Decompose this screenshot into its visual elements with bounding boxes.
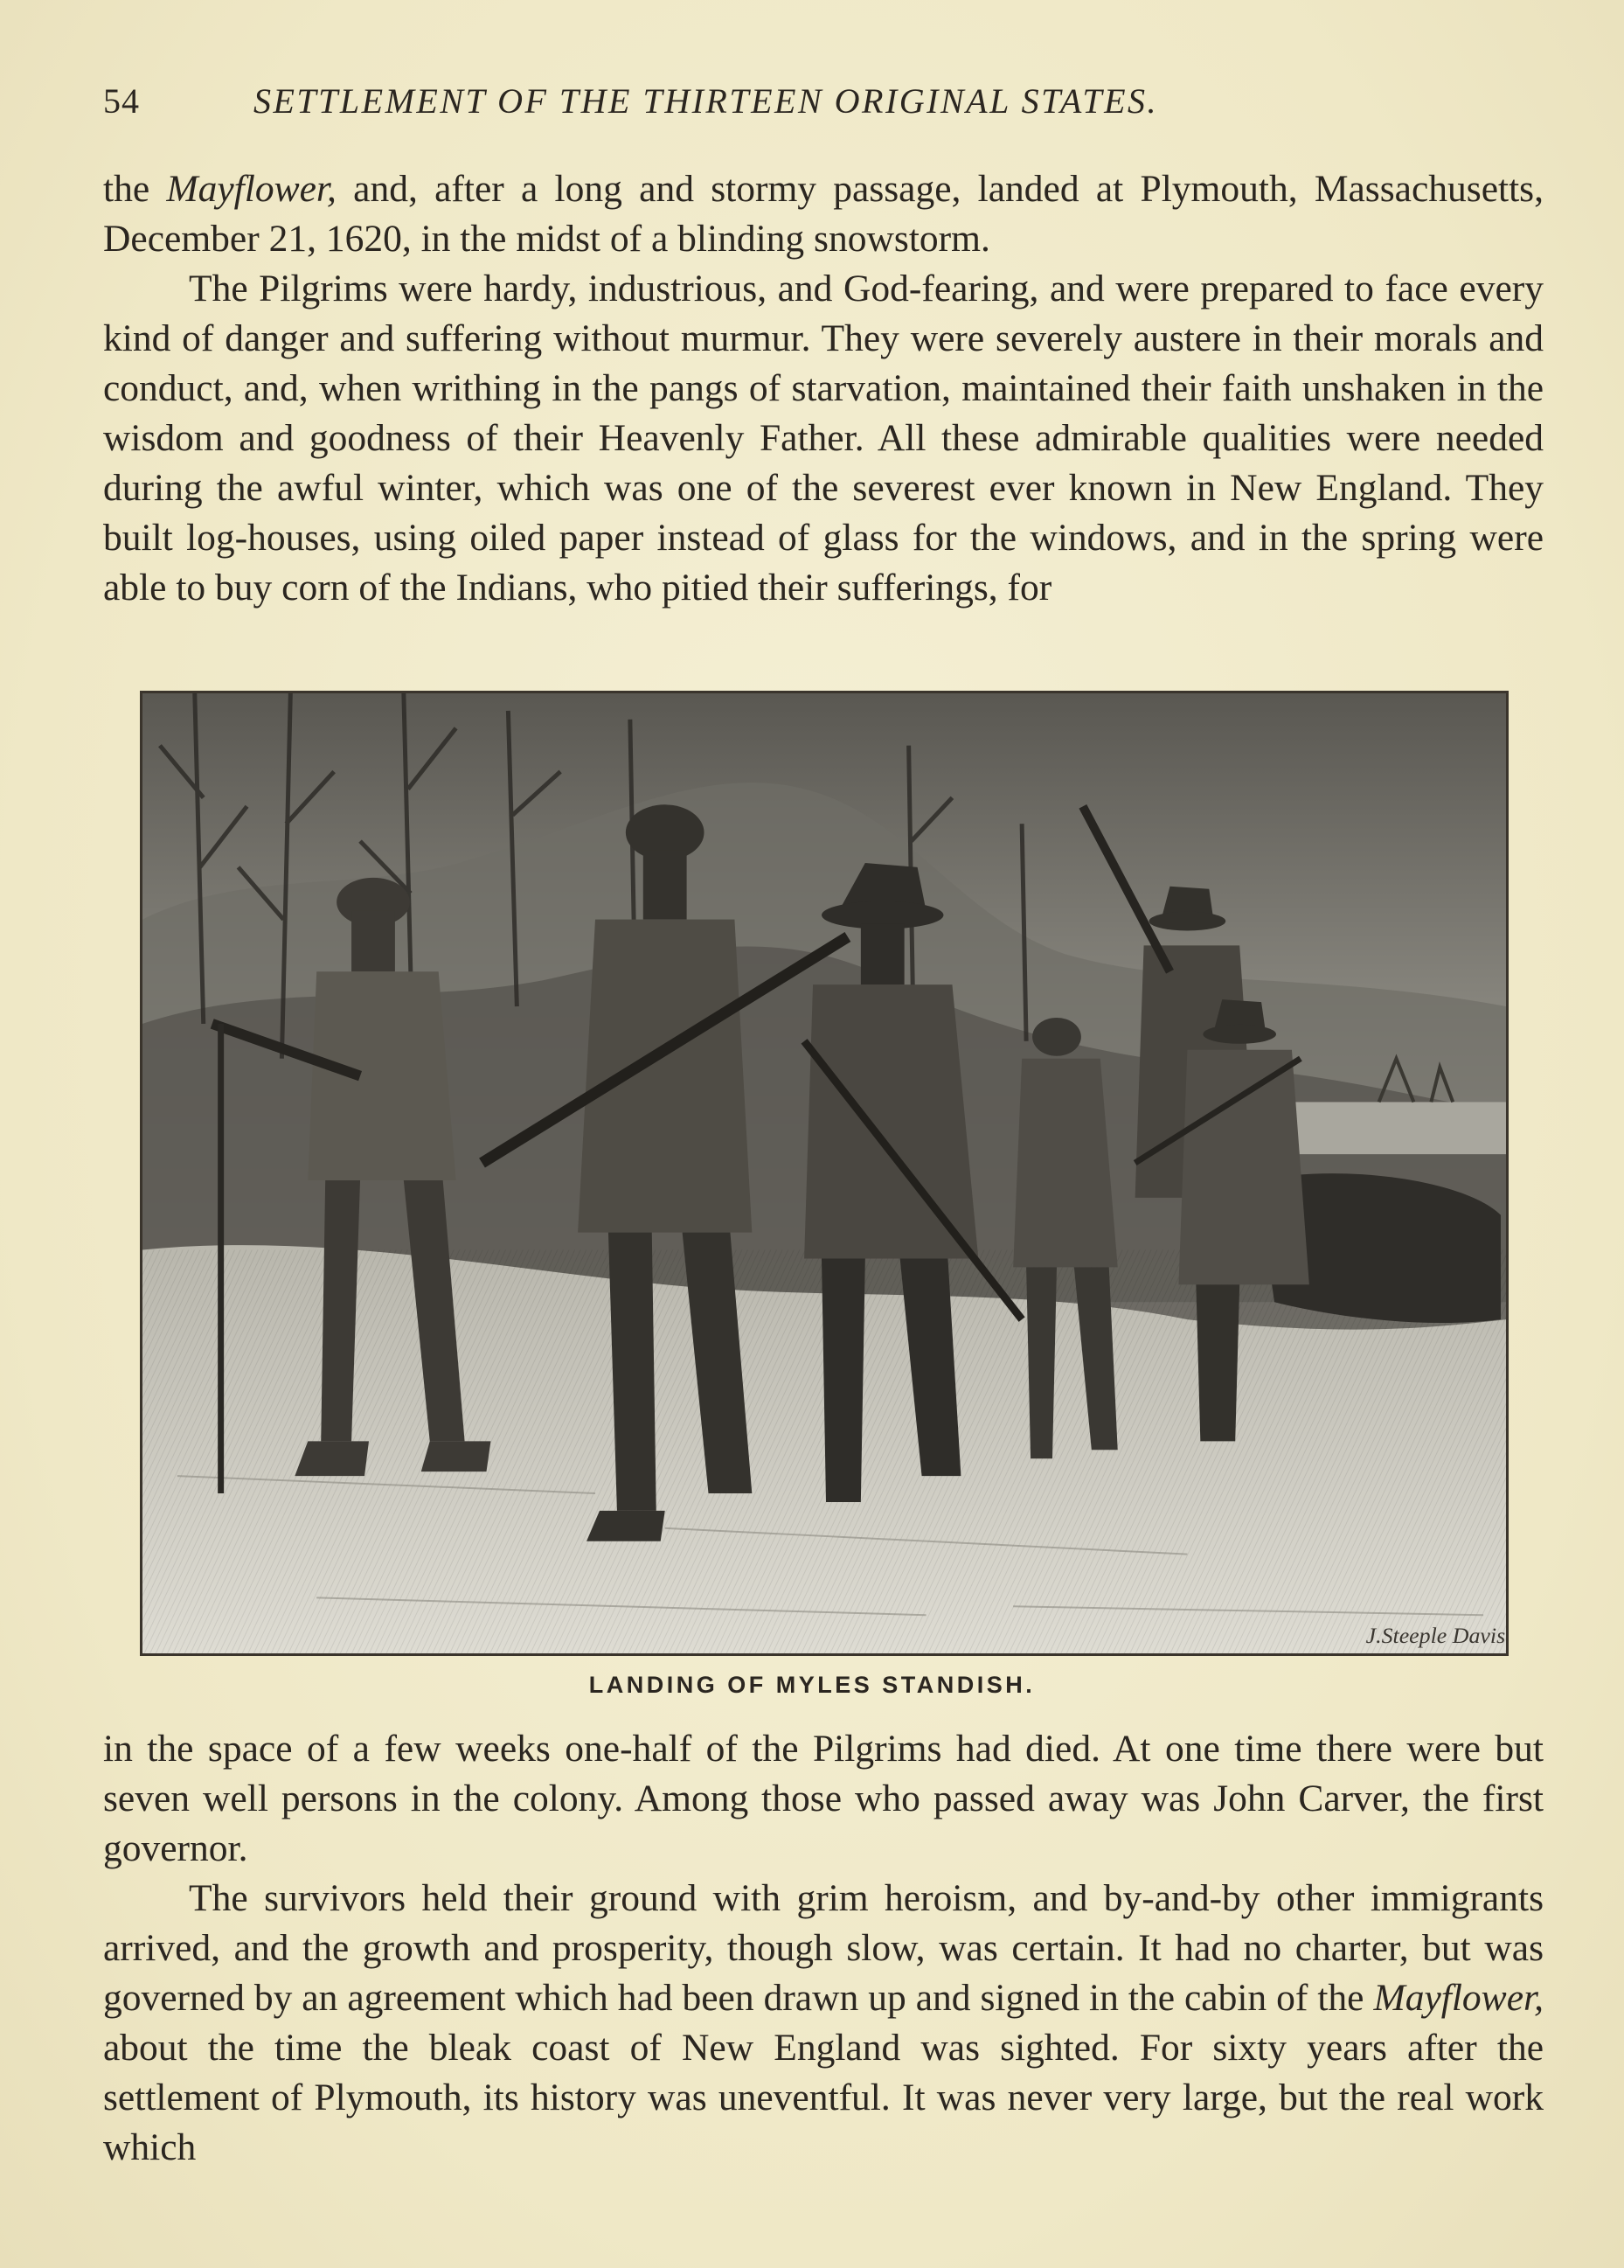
engraving-image <box>142 693 1506 1653</box>
text-block-bottom <box>103 1724 1544 2173</box>
ship-name-italic: Mayflower, <box>166 168 337 210</box>
paragraph-continuation: the Mayflower, and, after a long and stormy passage, landed at Plymouth, Massachusetts, December 21, 1620, in the midst of a blinding snowstorm. <box>103 168 1544 260</box>
running-head <box>103 80 1397 133</box>
paragraph-survivors: The survivors held their ground with grim heroism, and by-and-by other immigrants arrived, and the growth and prosperity, though slow, was certain. It had no charter, but was governed by an agreement which had been drawn up and signed in the cabin of the Mayflower, about the time the bleak coast of New England was sighted. For sixty years after the settlement of Plymouth, its history was uneventful. It was never very large, but the real work which <box>103 1877 1544 2168</box>
running-title: SETTLEMENT OF THE THIRTEEN ORIGINAL STATES. <box>253 81 1159 121</box>
figure-caption: LANDING OF MYLES STANDISH. <box>588 1672 1036 1698</box>
artist-signature: J.Steeple Davis <box>1365 1623 1506 1649</box>
illustration-landing-of-myles-standish <box>140 691 1509 1656</box>
ship-name-italic: Mayflower, <box>1373 1977 1544 2019</box>
text-block-top <box>103 164 1544 613</box>
paragraph-deaths: in the space of a few weeks one-half of the Pilgrims had died. At one time there were but seven well persons in the colony. Among those who passed away was John Carver, the first governor. <box>103 1728 1544 1869</box>
paragraph-pilgrims: The Pilgrims were hardy, industrious, and God-fearing, and were prepared to face every kind of danger and suffering without murmur. They were severely austere in their morals and conduct, and, when writhing in the pangs of starvation, maintained their faith unshaken in the wisdom and goodness of their Heavenly Father. All these admirable qualities were needed during the awful winter, which was one of the severest ever known in New England. They built log-houses, using oiled paper instead of glass for the windows, and in the spring were able to buy corn of the Indians, who pitied their sufferings, for <box>103 268 1544 609</box>
page-number: 54 <box>103 81 140 121</box>
